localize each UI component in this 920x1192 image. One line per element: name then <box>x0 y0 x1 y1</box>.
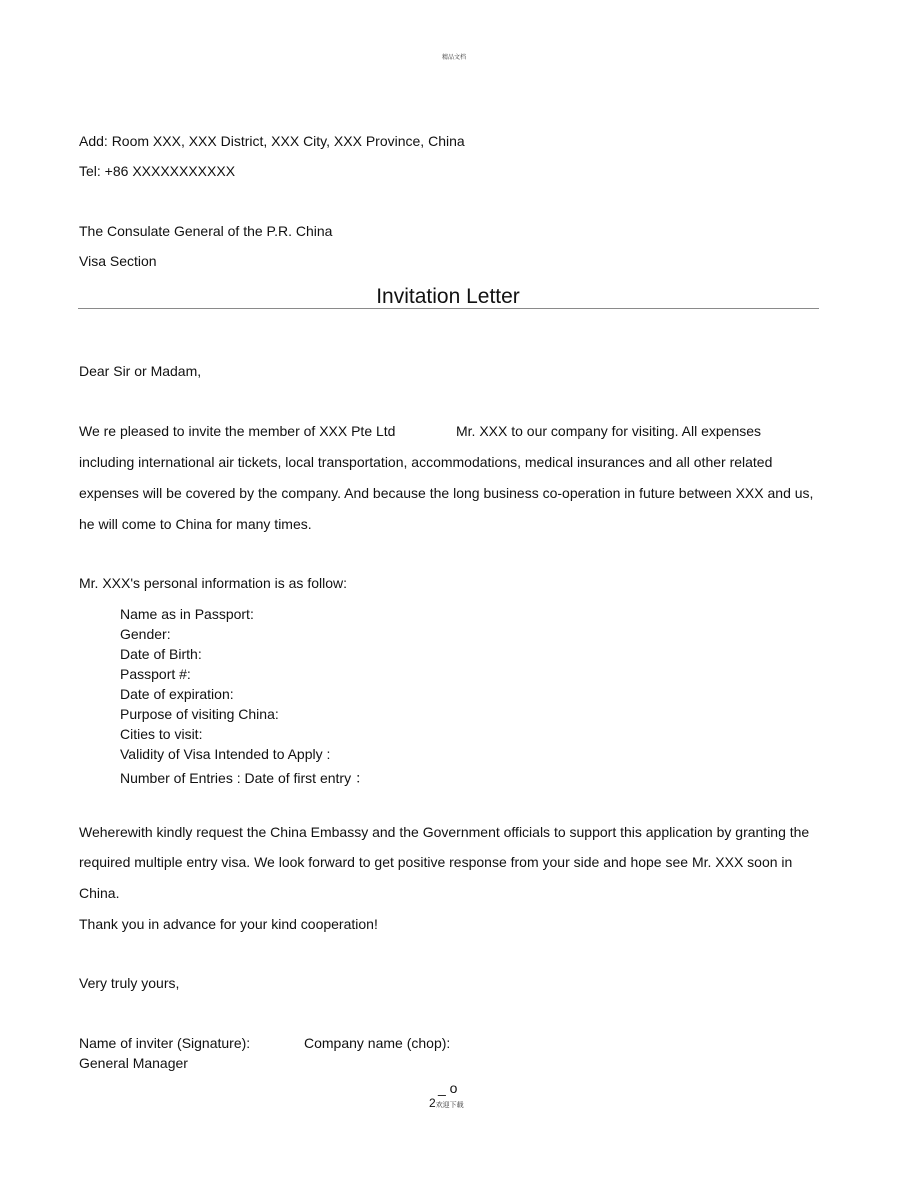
body-p2-line2: required multiple entry visa. We look forward to get positive response from your side and hope see Mr. XXX soon in <box>79 854 793 870</box>
recipient-line-1: The Consulate General of the P.R. China <box>79 223 333 239</box>
footer <box>429 1094 464 1112</box>
page-number: 2 <box>429 1096 436 1110</box>
body-p2-line3: China. <box>79 885 120 901</box>
header-watermark: 精品文档 <box>441 55 466 61</box>
list-item: Purpose of visiting China: <box>120 706 279 722</box>
footer-watermark: 欢迎下载 <box>435 1102 464 1109</box>
list-item: Date of Birth: <box>120 646 202 662</box>
list-item: Passport #: <box>120 666 191 682</box>
sender-tel: Tel: +86 XXXXXXXXXXX <box>79 163 236 179</box>
title-divider <box>78 308 819 309</box>
body-p1-line4: he will come to China for many times. <box>79 516 312 532</box>
personal-info-list <box>120 604 369 788</box>
list-item: Name as in Passport: <box>120 606 254 622</box>
list-item: Number of Entries : Date of first entry ： <box>120 770 369 786</box>
list-item: Date of expiration: <box>120 686 234 702</box>
signature-company: Company name (chop): <box>304 1035 451 1051</box>
signature-inviter: Name of inviter (Signature): <box>79 1035 251 1051</box>
body-p1-line1-b: Mr. XXX to our company for visiting. All expenses <box>456 423 762 439</box>
body-p2-line1: Weherewith kindly request the China Embassy and the Government officials to support this application by granting the <box>79 824 810 840</box>
salutation: Dear Sir or Madam, <box>79 363 202 379</box>
body-p1-line1-a: We re pleased to invite the member of XXX Pte Ltd <box>79 423 396 439</box>
recipient-line-2: Visa Section <box>79 253 157 269</box>
list-item: Validity of Visa Intended to Apply : <box>120 746 331 762</box>
body-p1-line2: including international air tickets, local transportation, accommodations, medical insurances and all other related <box>79 454 773 470</box>
info-intro: Mr. XXX's personal information is as follow: <box>79 575 348 591</box>
list-item: Gender: <box>120 626 171 642</box>
signature-position: General Manager <box>79 1055 188 1071</box>
body-p1-line3: expenses will be covered by the company. And because the long business co-operation in future between XXX and us, <box>79 485 814 501</box>
list-item: Cities to visit: <box>120 726 203 742</box>
page-title: Invitation Letter <box>376 285 520 308</box>
sender-address: Add: Room XXX, XXX District, XXX City, XXX Province, China <box>79 133 465 149</box>
footer-mark-top: _ o <box>438 1080 458 1096</box>
thanks-line: Thank you in advance for your kind cooperation! <box>79 916 378 932</box>
closing: Very truly yours, <box>79 975 180 991</box>
